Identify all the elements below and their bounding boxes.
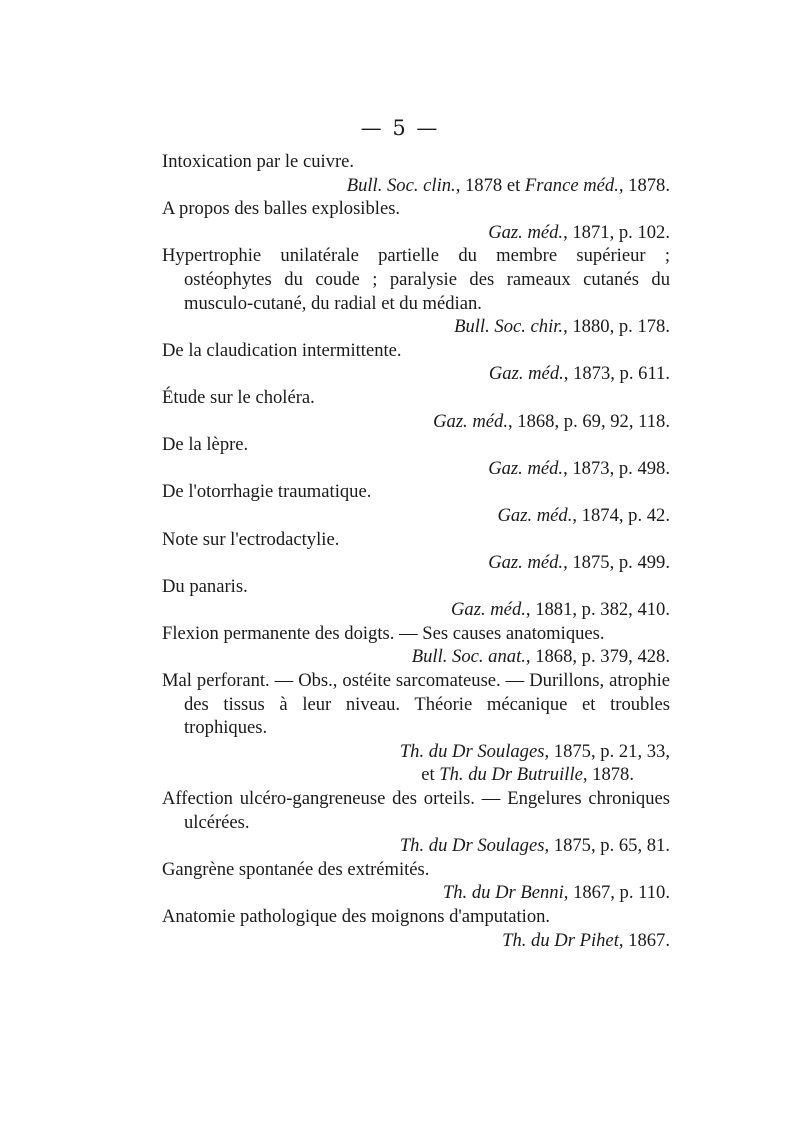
bib-entry bbox=[162, 197, 670, 244]
entry-reference: Bull. Soc. anat., 1868, p. 379, 428. bbox=[411, 646, 670, 668]
entry-title: Note sur l'ectrodactylie. bbox=[162, 528, 340, 550]
entry-reference: Th. du Dr Soulages, 1875, p. 65, 81. bbox=[399, 835, 670, 857]
entry-reference: Gaz. méd., 1881, p. 382, 410. bbox=[451, 599, 670, 621]
entry-reference: Th. du Dr Soulages, 1875, p. 21, 33, bbox=[399, 740, 670, 762]
entry-title: Hypertrophie unilatérale partielle du membre supérieur ; ostéophytes du coude ; paralysie des rameaux cutanés du musculo-cutané, du radial et du médian. bbox=[162, 245, 670, 314]
entry-reference: Bull. Soc. chir., 1880, p. 178. bbox=[454, 316, 670, 338]
bib-entry bbox=[162, 905, 670, 952]
bib-entry bbox=[162, 150, 670, 197]
entry-reference: Gaz. méd., 1871, p. 102. bbox=[488, 221, 670, 243]
bib-entry bbox=[162, 622, 670, 669]
bib-entry bbox=[162, 433, 670, 480]
bib-entry bbox=[162, 575, 670, 622]
page-number: — 5 — bbox=[360, 116, 440, 140]
entry-reference: Gaz. méd., 1875, p. 499. bbox=[488, 552, 670, 574]
entry-title: Affection ulcéro-gangreneuse des orteils. — Engelures chroniques ulcérées. bbox=[162, 788, 670, 833]
entry-reference: Gaz. méd., 1873, p. 498. bbox=[488, 457, 670, 479]
bib-entry bbox=[162, 787, 670, 858]
entry-reference: Gaz. méd., 1868, p. 69, 92, 118. bbox=[433, 410, 670, 432]
bib-entry bbox=[162, 244, 670, 338]
bibliography-list bbox=[162, 150, 670, 952]
entry-reference: Gaz. méd., 1874, p. 42. bbox=[497, 504, 670, 526]
entry-title: Flexion permanente des doigts. — Ses causes anatomiques. bbox=[162, 622, 605, 644]
entry-title: De la lèpre. bbox=[162, 434, 249, 456]
entry-title: De l'otorrhagie traumatique. bbox=[162, 481, 372, 503]
entry-title: Étude sur le choléra. bbox=[162, 386, 315, 408]
entry-title: Du panaris. bbox=[162, 575, 248, 597]
entry-title: Mal perforant. — Obs., ostéite sarcomateuse. — Durillons, atrophie des tissus à leur niveau. Théorie mécanique et troubles trophiques. bbox=[162, 670, 670, 739]
entry-reference: Th. du Dr Benni, 1867, p. 110. bbox=[442, 882, 670, 904]
entry-title: Intoxication par le cuivre. bbox=[162, 151, 355, 172]
entry-reference-secondary: et Th. du Dr Butruille, 1878. bbox=[421, 764, 634, 786]
bib-entry bbox=[162, 858, 670, 905]
entry-reference: Gaz. méd., 1873, p. 611. bbox=[488, 363, 670, 385]
entry-title: Gangrène spontanée des extrémités. bbox=[162, 858, 430, 880]
entry-title: Anatomie pathologique des moignons d'amputation. bbox=[162, 906, 551, 927]
bib-entry bbox=[162, 480, 670, 527]
bib-entry bbox=[162, 339, 670, 386]
entry-reference: Th. du Dr Pihet, 1867. bbox=[502, 929, 670, 951]
entry-title: A propos des balles explosibles. bbox=[162, 198, 401, 220]
entry-title: De la claudication intermittente. bbox=[162, 339, 402, 361]
bib-entry bbox=[162, 386, 670, 433]
bib-entry bbox=[162, 669, 670, 787]
entry-reference: Bull. Soc. clin., 1878 et France méd., 1878. bbox=[346, 174, 670, 196]
bib-entry bbox=[162, 528, 670, 575]
